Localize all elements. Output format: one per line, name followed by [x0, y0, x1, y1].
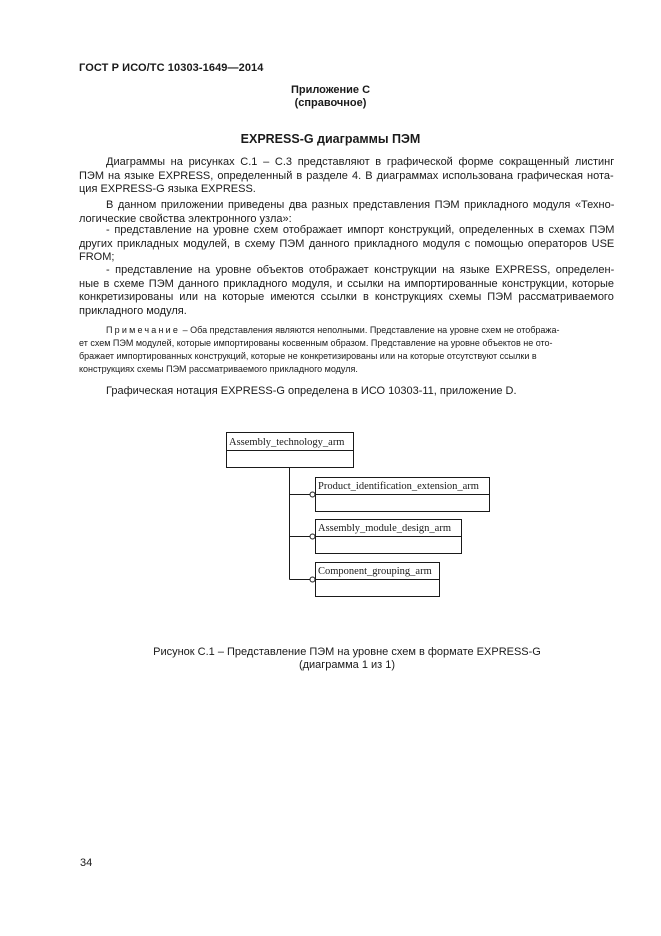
text-line: ные в схеме ПЭМ данного прикладного модуля, и ссылки на импортированные конструкции, которые: [79, 277, 615, 290]
text-line: логические свойства электронного узла»:: [79, 212, 292, 225]
text-line: FROM;: [79, 251, 115, 264]
text-line: Диаграммы на рисунках C.1 – C.3 представляют в графической форме сокращенный листинг: [106, 156, 615, 168]
section-title: EXPRESS-G диаграммы ПЭМ: [240, 132, 421, 146]
note-line: бражает импортированных конструкций, которые не конкретизированы или на которые отсутствуют ссылки в: [79, 351, 537, 361]
text-line: ция EXPRESS-G языка EXPRESS.: [79, 183, 256, 196]
text-line: прикладного модуля.: [79, 304, 187, 317]
use-from-marker: [310, 492, 315, 497]
text-line: - представление на уровне объектов отображает конструкции на языке EXPRESS, определен-: [106, 264, 615, 276]
figure-caption-title: Рисунок C.1 – Представление ПЭМ на уровне схем в формате EXPRESS-G: [153, 646, 541, 658]
schema-name-root: Assembly_technology_arm: [229, 437, 345, 448]
text-line: В данном приложении приведены два разных представления ПЭМ прикладного модуля «Техно-: [106, 199, 615, 211]
page-number: 34: [80, 857, 93, 869]
use-from-marker: [310, 534, 315, 539]
text-line: других прикладных модулей, в схему ПЭМ данного прикладного модуля с помощью операторов USE: [79, 237, 615, 250]
schema-name-imported: Product_identification_extension_arm: [318, 481, 479, 492]
note-line: конструкциях схемы ПЭМ рассматриваемого прикладного модуля.: [79, 364, 358, 374]
document-header: ГОСТ Р ИСО/ТС 10303-1649—2014: [79, 62, 264, 74]
notation-reference: Графическая нотация EXPRESS-G определена в ИСО 10303-11, приложение D.: [106, 385, 517, 397]
note-line: ет схем ПЭМ модулей, которые импортированы косвенным образом. Представление на уровне объектов не ото-: [79, 338, 553, 348]
note-label: Примечание: [106, 325, 181, 335]
appendix-subtitle: (справочное): [294, 97, 367, 109]
appendix-title: Приложение C: [290, 84, 371, 96]
note-line: – Оба представления являются неполными. Представление на уровне схем не отобража-: [182, 325, 560, 335]
schema-name-imported: Component_grouping_arm: [318, 566, 432, 577]
schema-name-imported: Assembly_module_design_arm: [318, 523, 451, 534]
figure-caption: [0, 646, 661, 672]
text-line: ПЭМ на языке EXPRESS, определенный в разделе 4. В диаграммах использована графическая нота-: [79, 169, 614, 182]
use-from-marker: [310, 577, 315, 582]
text-line: - представление на уровне схем отображает импорт конструкций, определенных в схемах ПЭМ: [106, 224, 615, 236]
figure-caption-subtitle: (диаграмма 1 из 1): [298, 659, 396, 671]
text-line: конкретизированы или на которые имеются ссылки в конструкциях схемы ПЭМ рассматриваемого: [79, 291, 614, 304]
